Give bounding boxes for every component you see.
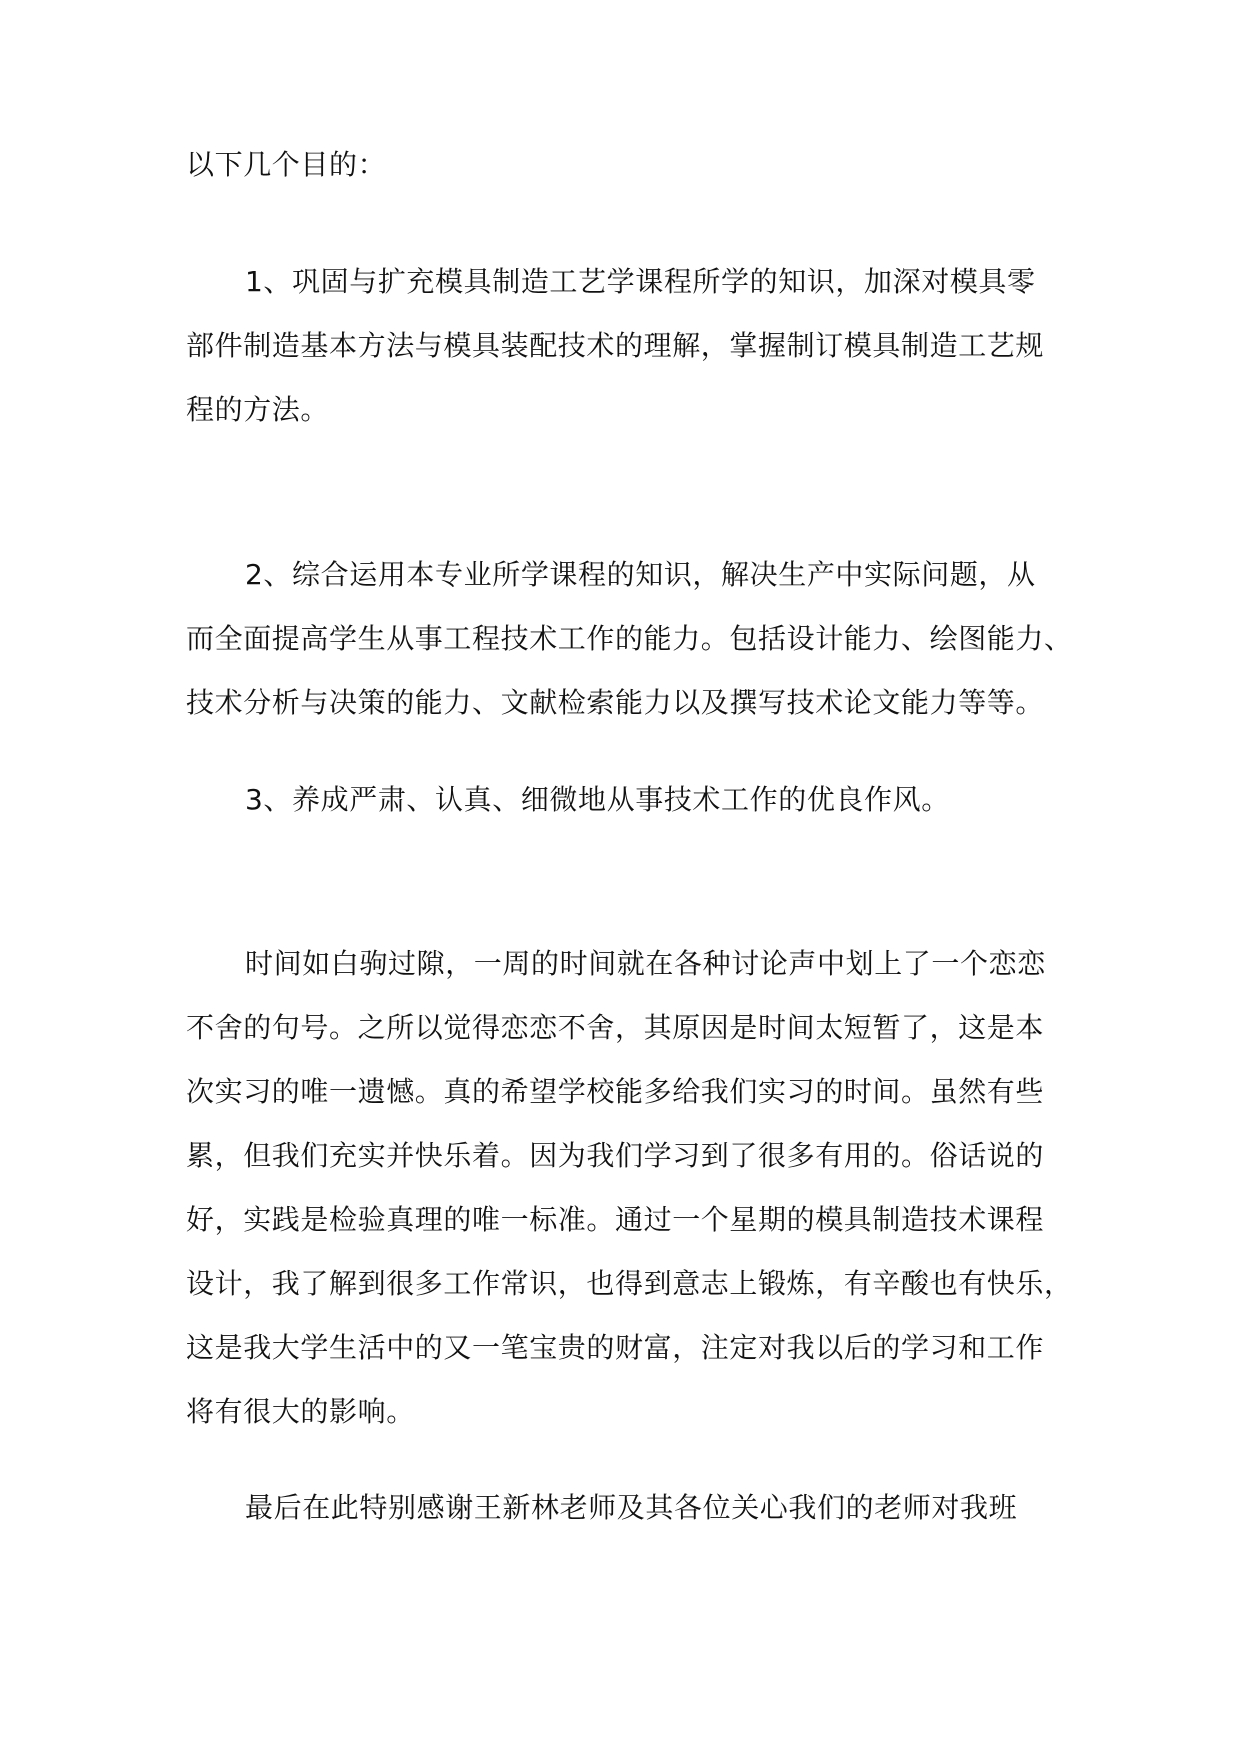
reflection-line-1: 时间如白驹过隙，一周的时间就在各种讨论声中划上了一个恋恋 bbox=[245, 947, 1046, 980]
goal-item-3 bbox=[186, 768, 1066, 832]
goal-item-3-line-1: 3、养成严肃、认真、细微地从事技术工作的优良作风。 bbox=[245, 783, 950, 816]
closing-paragraph bbox=[186, 1476, 1066, 1540]
intro-paragraph bbox=[186, 133, 1066, 197]
reflection-line-6: 设计，我了解到很多工作常识，也得到意志上锻炼，有辛酸也有快乐， bbox=[186, 1267, 1073, 1300]
goal-item-2-line-2: 而全面提高学生从事工程技术工作的能力。包括设计能力、绘图能力、 bbox=[186, 622, 1073, 655]
goal-item-1-line-2: 部件制造基本方法与模具装配技术的理解，掌握制订模具制造工艺规 bbox=[186, 329, 1045, 362]
reflection-line-5: 好，实践是检验真理的唯一标准。通过一个星期的模具制造技术课程 bbox=[186, 1203, 1045, 1236]
goal-item-1-line-3: 程的方法。 bbox=[186, 393, 330, 426]
reflection-line-2: 不舍的句号。之所以觉得恋恋不舍，其原因是时间太短暂了，这是本 bbox=[186, 1011, 1045, 1044]
closing-line-1: 最后在此特别感谢王新林老师及其各位关心我们的老师对我班 bbox=[245, 1491, 1018, 1524]
reflection-line-3: 次实习的唯一遗憾。真的希望学校能多给我们实习的时间。虽然有些 bbox=[186, 1075, 1045, 1108]
goal-item-1-line-1: 1、巩固与扩充模具制造工艺学课程所学的知识，加深对模具零 bbox=[245, 265, 1036, 298]
goal-item-2-line-1: 2、综合运用本专业所学课程的知识，解决生产中实际问题，从 bbox=[245, 558, 1036, 591]
goal-item-2-line-3: 技术分析与决策的能力、文献检索能力以及撰写技术论文能力等等。 bbox=[186, 686, 1045, 719]
goal-item-1 bbox=[186, 250, 1066, 442]
reflection-line-4: 累，但我们充实并快乐着。因为我们学习到了很多有用的。俗话说的 bbox=[186, 1139, 1045, 1172]
reflection-line-7: 这是我大学生活中的又一笔宝贵的财富，注定对我以后的学习和工作 bbox=[186, 1331, 1045, 1364]
reflection-paragraph bbox=[186, 932, 1073, 1444]
goal-item-2 bbox=[186, 543, 1073, 735]
reflection-line-8: 将有很大的影响。 bbox=[186, 1395, 415, 1428]
intro-line: 以下几个目的： bbox=[186, 148, 387, 181]
